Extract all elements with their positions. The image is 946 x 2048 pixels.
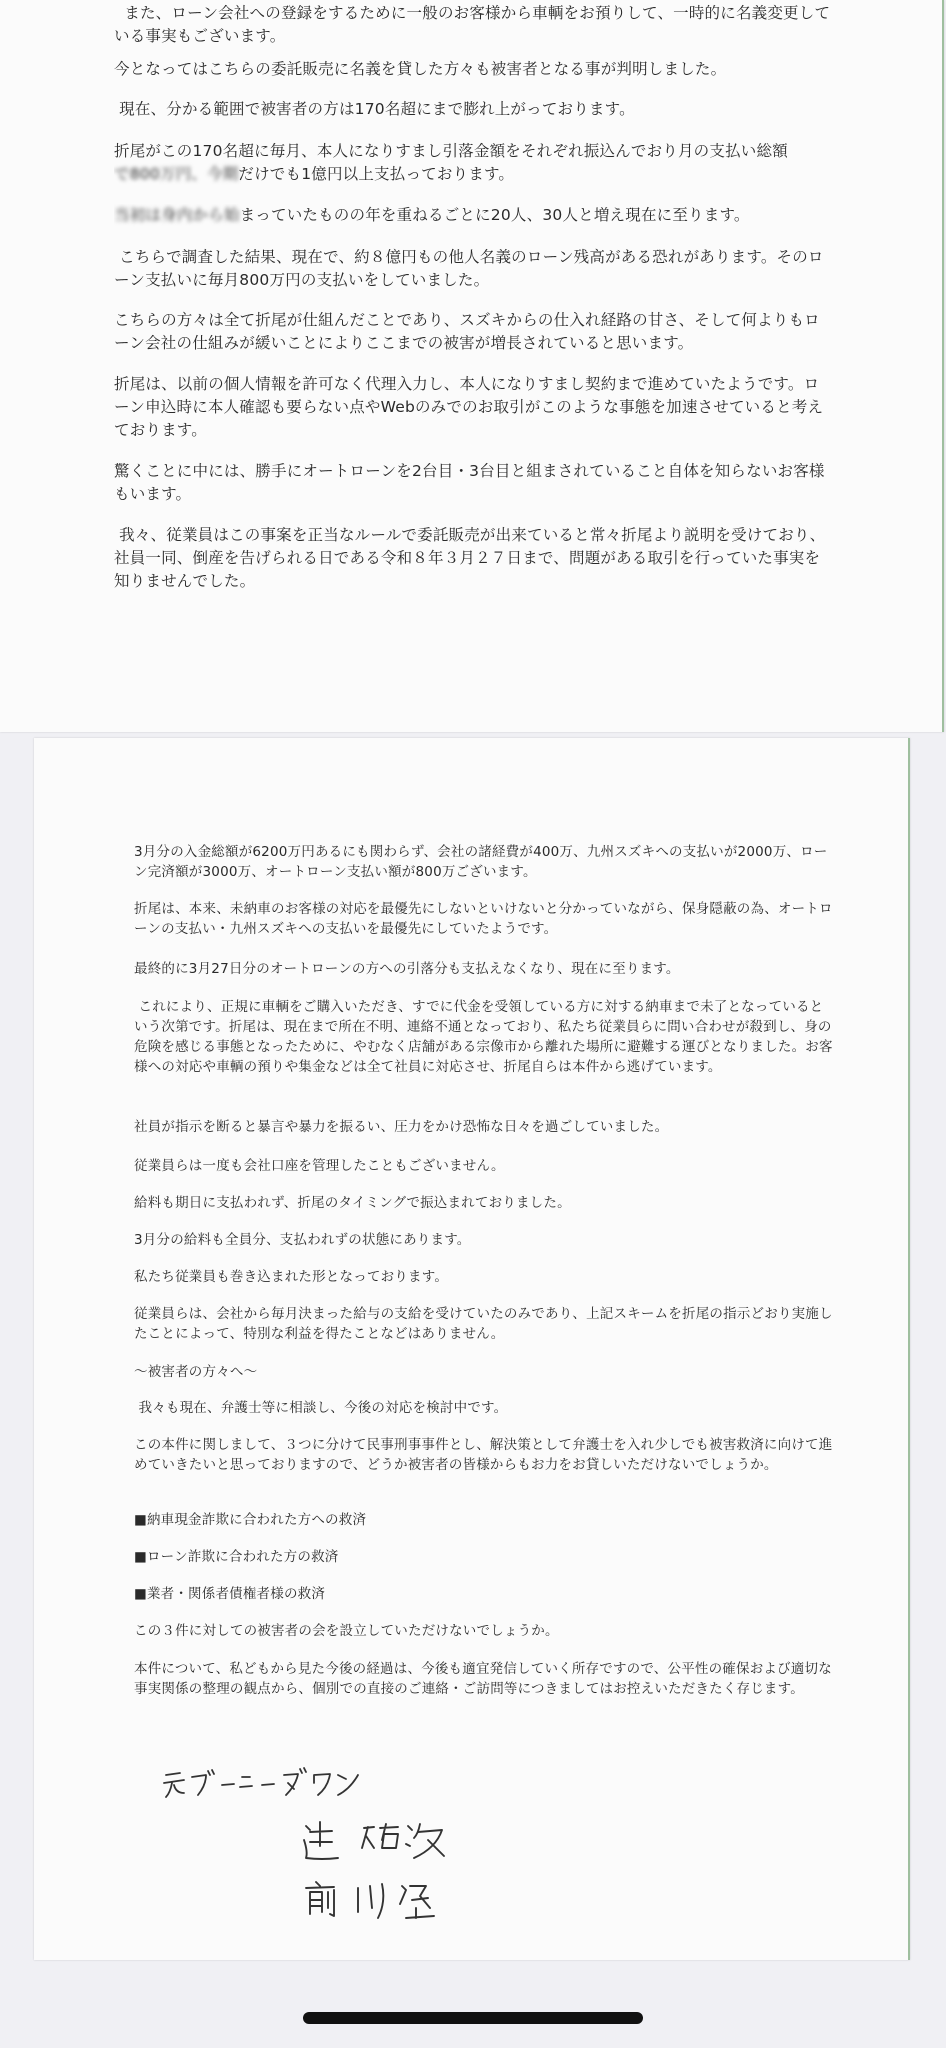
signature-2 — [302, 1878, 452, 1926]
paragraph: また、ローン会社への登録をするために一般のお客様から車輌をお預りして、一時的に名義変更している事実もございます。 — [114, 4, 831, 45]
paragraph: 給料も期日に支払われず、折尾のタイミングで振込まれておりました。 — [134, 1195, 571, 1211]
paragraph: 社員が指示を断ると暴言や暴力を振るい、圧力をかけ恐怖な日々を過ごしていました。 — [134, 1119, 669, 1135]
paragraph: こちらで調査した結果、現在で、約８億円もの他人名義のローン残高がある恐れがあります。そのローン支払いに毎月800万円の支払いをしていました。 — [114, 248, 824, 289]
paragraph: 従業員らは一度も会社口座を管理したこともございません。 — [134, 1158, 505, 1174]
paragraph: こちらの方々は全て折尾が仕組んだことであり、スズキからの仕入れ経路の甘さ、そして何よりもローン会社の仕組みが緩いことによりここまでの被害が増長されていると思います。 — [114, 311, 820, 352]
paragraph: この本件に関しまして、３つに分けて民事刑事事件とし、解決策として弁護士を入れ少しでも被害救済に向けて進めていきたいと思っておりますので、どうか被害者の皆様からもお力をお貸しいただけないでしょうか。 — [134, 1437, 833, 1473]
signature-1 — [302, 1818, 452, 1866]
redacted-text: 当初は身内から始 — [114, 206, 240, 224]
redacted-text: で800万円、今期 — [114, 165, 239, 183]
paragraph: 今となってはこちらの委託販売に名義を貸した方々も被害者となる事が判明しました。 — [114, 60, 727, 78]
paragraph: 我々も現在、弁護士等に相談し、今後の対応を検討中です。 — [138, 1400, 508, 1416]
paragraph: これにより、正規に車輌をご購入いただき、すでに代金を受領している方に対する納車まで未了となっているという次第です。折尾は、現在まで所在不明、連絡不通となっており、私たち従業員らに問い合わせが殺到し、身の危険を感じる事態となったために、やむなく店舗がある宗像市から離れた場所に避難する運びとなりました。お客様への対応や車輌の預りや集金などは全て社員に対応させ、折尾自らは本件から逃げています。 — [134, 999, 833, 1075]
paragraph: 折尾は、本来、未納車のお客様の対応を最優先にしないといけないと分かっていながら、保身隠蔽の為、オートローンの支払い・九州スズキへの支払いを最優先にしていたようです。 — [134, 901, 833, 937]
list-item: ■納車現金詐欺に合われた方への救済 — [134, 1512, 367, 1528]
paragraph: 最終的に3月27日分のオートローンの方への引落分も支払えなくなり、現在に至ります。 — [134, 961, 680, 977]
paragraph: 従業員らは、会社から毎月決まった給与の支給を受けていたのみであり、上記スキームを折尾の指示どおり実施したことによって、特別な利益を得たことなどはありません。 — [134, 1306, 833, 1342]
signature-company — [162, 1763, 362, 1803]
list-item: ■業者・関係者債権者様の救済 — [134, 1586, 326, 1602]
section-heading: 〜被害者の方々へ〜 — [134, 1364, 258, 1380]
paragraph: 3月分の入金総額が6200万円あるにも関わらず、会社の諸経費が400万、九州スズキへの支払いが2000万、ローン完済額が3000万、オートローン支払い額が800万ございます。 — [134, 844, 828, 880]
document-page-1 — [0, 0, 944, 732]
document-page-2 — [34, 738, 910, 1960]
paragraph: 折尾は、以前の個人情報を許可なく代理入力し、本人になりすまし契約まで進めていたようです。ローン申込時に本人確認も要らない点やWebのみでのお取引がこのような事態を加速させていると考えております。 — [114, 375, 824, 439]
paragraph: 我々、従業員はこの事案を正当なルールで委託販売が出来ていると常々折尾より説明を受けており、社員一同、倒産を告げられる日である令和８年３月２７日まで、問題がある取引を行っていた事実を知りませんでした。 — [114, 526, 826, 590]
paragraph: 驚くことに中には、勝手にオートローンを2台目・3台目と組まされていること自体を知らないお客様もいます。 — [114, 462, 825, 503]
paragraph: 現在、分かる範囲で被害者の方は170名超にまで膨れ上がっております。 — [119, 100, 635, 118]
paragraph: 折尾がこの170名超に毎月、本人になりすまし引落金額をそれぞれ振込んでおり月の支払い総額 で800万円、今期だけでも1億円以上支払っております。 — [114, 142, 788, 183]
list-item: ■ローン詐欺に合われた方の救済 — [134, 1549, 339, 1565]
paragraph: 当初は身内から始まっていたものの年を重ねるごとに20人、30人と増え現在に至ります。 — [114, 206, 750, 224]
home-indicator[interactable] — [303, 2012, 643, 2024]
paragraph: 私たち従業員も巻き込まれた形となっております。 — [134, 1269, 449, 1285]
paragraph: 3月分の給料も全員分、支払われずの状態にあります。 — [134, 1232, 471, 1248]
paragraph: 本件について、私どもから見た今後の経過は、今後も適宜発信していく所存ですので、公平性の確保および適切な事実関係の整理の観点から、個別での直接のご連絡・ご訪問等につきましてはお控えいただきたく存じます。 — [134, 1661, 832, 1697]
paragraph: この３件に対しての被害者の会を設立していただけないでしょうか。 — [134, 1623, 559, 1639]
